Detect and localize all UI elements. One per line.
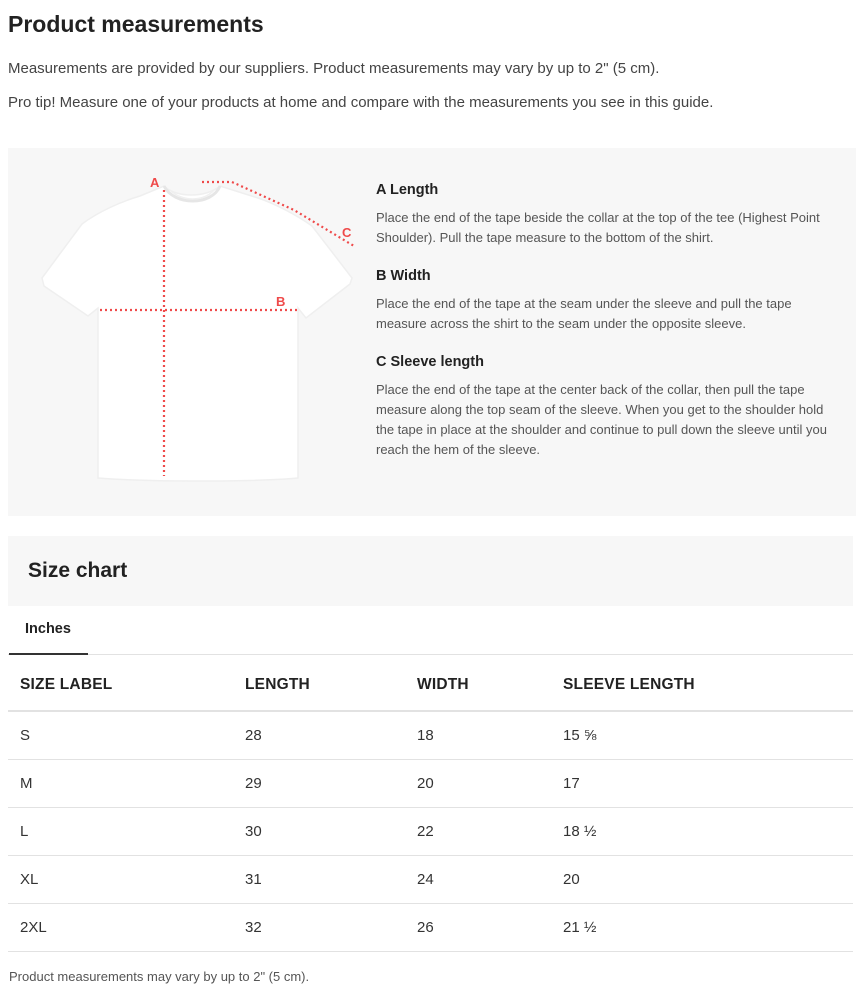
table-header-row bbox=[8, 660, 853, 711]
column-header-size-label: SIZE LABEL bbox=[8, 660, 233, 711]
unit-tabs bbox=[8, 606, 853, 655]
tshirt-shape bbox=[42, 186, 352, 481]
cell-width: 20 bbox=[405, 759, 551, 807]
column-header-width: WIDTH bbox=[405, 660, 551, 711]
cell-sleeve-length: 17 bbox=[551, 759, 853, 807]
tshirt-illustration bbox=[36, 168, 356, 488]
cell-length: 30 bbox=[233, 807, 405, 855]
size-chart-title: Size chart bbox=[28, 559, 128, 582]
cell-sleeve-length: 18 ½ bbox=[551, 807, 853, 855]
cell-size: XL bbox=[8, 855, 233, 903]
label-a: A bbox=[150, 175, 160, 190]
table-row bbox=[8, 807, 853, 855]
cell-length: 32 bbox=[233, 903, 405, 951]
measurement-title: A Length bbox=[376, 182, 439, 198]
cell-width: 22 bbox=[405, 807, 551, 855]
measurement-title: B Width bbox=[376, 268, 431, 284]
cell-sleeve-length: 15 ⅝ bbox=[551, 711, 853, 759]
table-row bbox=[8, 759, 853, 807]
table-row bbox=[8, 711, 853, 759]
measurement-sleeve-length bbox=[376, 354, 838, 460]
table-row bbox=[8, 903, 853, 951]
cell-size: M bbox=[8, 759, 233, 807]
cell-size: 2XL bbox=[8, 903, 233, 951]
cell-sleeve-length: 21 ½ bbox=[551, 903, 853, 951]
pro-tip-text: Pro tip! Measure one of your products at home and compare with the measurements you see in this guide. bbox=[8, 94, 714, 111]
column-header-sleeve-length: SLEEVE LENGTH bbox=[551, 660, 853, 711]
column-header-length: LENGTH bbox=[233, 660, 405, 711]
cell-size: L bbox=[8, 807, 233, 855]
intro-text: Measurements are provided by our suppliers. Product measurements may vary by up to 2" (5 cm). bbox=[8, 60, 660, 77]
cell-length: 29 bbox=[233, 759, 405, 807]
label-b: B bbox=[276, 294, 286, 309]
tshirt-diagram bbox=[36, 168, 356, 488]
tab-inches[interactable]: Inches bbox=[9, 606, 88, 655]
measurement-description: Place the end of the tape at the seam under the sleeve and pull the tape measure across the shirt to the seam under the opposite sleeve. bbox=[376, 296, 792, 331]
size-chart-footnote: Product measurements may vary by up to 2" (5 cm). bbox=[9, 969, 310, 984]
measurement-length bbox=[376, 182, 838, 248]
size-table bbox=[8, 660, 853, 952]
cell-width: 26 bbox=[405, 903, 551, 951]
measurement-description: Place the end of the tape at the center back of the collar, then pull the tape measure along the top seam of the sleeve. When you get to the shoulder hold the tape in place at the shoulder and continue to pull down the sleeve until you reach the hem of the sleeve. bbox=[376, 382, 827, 457]
measurement-description: Place the end of the tape beside the collar at the top of the tee (Highest Point Shoulder). Pull the tape measure to the bottom of the shirt. bbox=[376, 210, 820, 245]
cell-sleeve-length: 20 bbox=[551, 855, 853, 903]
measurement-title: C Sleeve length bbox=[376, 354, 484, 370]
label-c: C bbox=[342, 225, 352, 240]
measurement-guide bbox=[8, 148, 856, 516]
cell-size: S bbox=[8, 711, 233, 759]
cell-width: 18 bbox=[405, 711, 551, 759]
table-row bbox=[8, 855, 853, 903]
size-chart-header bbox=[8, 536, 853, 606]
cell-length: 28 bbox=[233, 711, 405, 759]
page-title: Product measurements bbox=[8, 11, 264, 37]
cell-width: 24 bbox=[405, 855, 551, 903]
cell-length: 31 bbox=[233, 855, 405, 903]
measurement-width bbox=[376, 268, 838, 334]
